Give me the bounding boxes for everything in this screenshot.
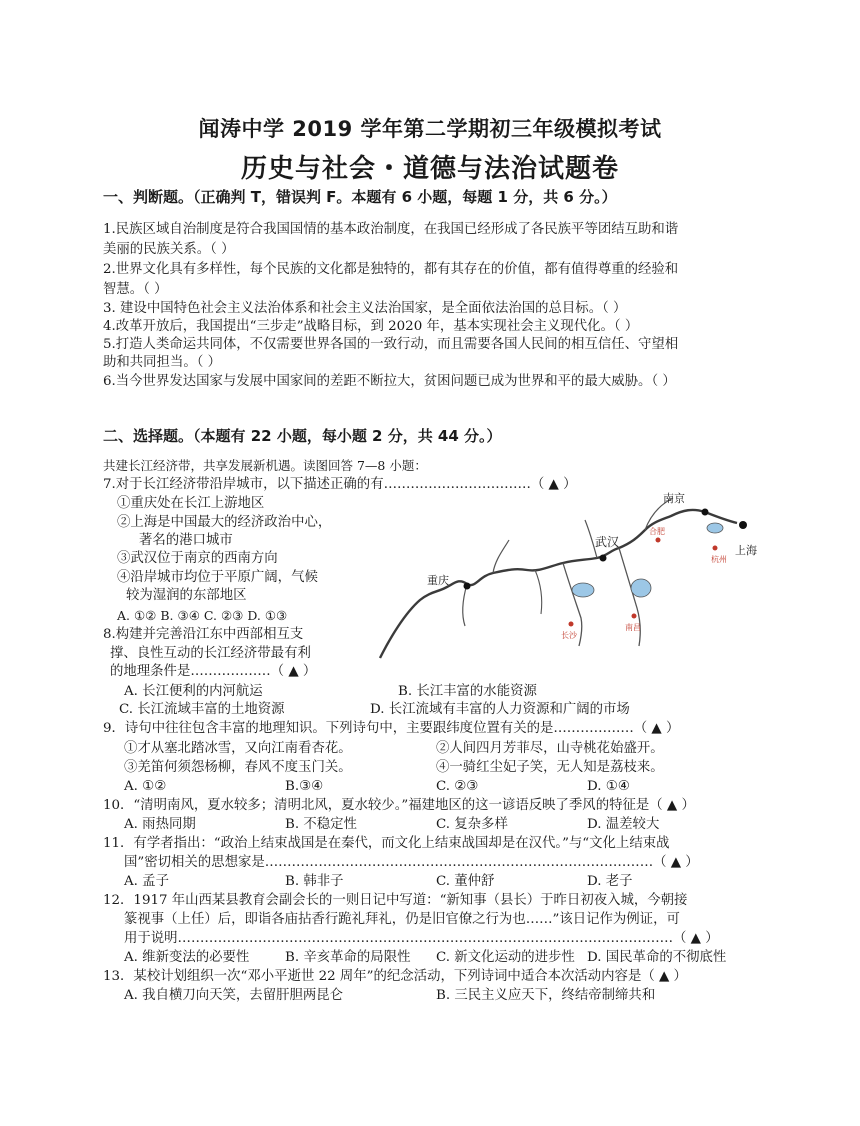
q12-stem-line2: 篆视事（上任）后，即诣各庙拈香行跪礼拜礼，仍是旧官僚之行为也……”该日记作为例证，可 xyxy=(124,912,680,927)
map-label-changsha: 长沙 xyxy=(561,631,577,640)
q11-option-c: C. 董仲舒 xyxy=(436,874,495,889)
map-label-hefei: 合肥 xyxy=(649,527,665,536)
wuhan-marker xyxy=(600,555,607,562)
nanjing-marker xyxy=(702,509,709,516)
q8-option-c: C. 长江流域丰富的土地资源 xyxy=(119,702,285,717)
map-label-nanchang: 南昌 xyxy=(625,623,641,632)
q8-stem-line3: 的地理条件是………………（ ▲ ） xyxy=(110,664,317,679)
q7-choices: A. ①② B. ③④ C. ②③ D. ①③ xyxy=(117,608,288,623)
q2-line1: 2.世界文化具有多样性，每个民族的文化都是独特的，都有其存在的价值，都有值得尊重的经验和 xyxy=(103,262,679,277)
q9-line3: ③羌笛何须怨杨柳，春风不度玉门关。 xyxy=(124,760,352,775)
q10-option-a: A. 雨热同期 xyxy=(124,817,196,832)
q11-option-d: D. 老子 xyxy=(587,874,633,889)
poyang-lake xyxy=(631,579,651,597)
q12-stem-line1: 12．1917 年山西某县教育会副会长的一则日记中写道：“新知事（县长）于昨日初夜入城，今朝接 xyxy=(103,893,688,908)
q7-option4-line2: 较为湿润的东部地区 xyxy=(126,588,247,603)
q9-option-a: A. ①② xyxy=(124,779,167,794)
map-label-nanjing: 南京 xyxy=(663,492,685,505)
q9-option-d: D. ①④ xyxy=(587,779,630,794)
q7-stem: 7.对于长江经济带沿岸城市，以下描述正确的有……………………………（ ▲ ） xyxy=(103,477,577,492)
hefei-marker xyxy=(656,538,661,543)
q13-option-a: A. 我自横刀向天笑，去留肝胆两昆仑 xyxy=(124,988,344,1003)
changsha-marker xyxy=(569,622,574,627)
section2-heading: 二、选择题。（本题有 22 小题，每小题 2 分，共 44 分。） xyxy=(103,427,502,445)
q5-line2: 助和共同担当。（ ） xyxy=(103,355,222,370)
q10-stem: 10．“清明南风，夏水较多；清明北风，夏水较少。”福建地区的这一谚语反映了季风的特征是（ ▲ ） xyxy=(103,798,695,813)
section1-heading: 一、判断题。（正确判 T，错误判 F。本题有 6 小题，每题 1 分，共 6 分。） xyxy=(103,188,617,206)
q9-line4: ④一骑红尘妃子笑，无人知是荔枝来。 xyxy=(436,760,664,775)
q2-line2: 智慧。（ ） xyxy=(103,282,168,297)
q10-option-c: C. 复杂多样 xyxy=(436,817,508,832)
map-intro: 共建长江经济带，共享发展新机遇。读图回答 7—8 小题： xyxy=(103,458,427,473)
q10-option-d: D. 温差较大 xyxy=(587,817,660,832)
q8-stem-line2: 撑、良性互动的长江经济带最有利 xyxy=(110,646,311,661)
q11-option-a: A. 孟子 xyxy=(124,874,169,889)
q8-stem-line1: 8.构建并完善沿江东中西部相互支 xyxy=(103,627,304,642)
exam-subtitle: 历史与社会・道德与法治试题卷 xyxy=(240,154,619,184)
q9-line2: ②人间四月芳菲尽，山寺桃花始盛开。 xyxy=(436,741,664,756)
yangtze-river-map xyxy=(375,488,765,664)
q9-line1: ①才从塞北踏冰雪，又向江南看杏花。 xyxy=(124,741,352,756)
q12-stem-line3: 用于说明…………………………………………………………………………………………………（ ▲ ） xyxy=(124,931,719,946)
q7-option4-line1: ④沿岸城市均位于平原广阔，气候 xyxy=(117,570,318,585)
q11-option-b: B. 韩非子 xyxy=(285,874,344,889)
q10-option-b: B. 不稳定性 xyxy=(285,817,357,832)
q1-line1: 1.民族区域自治制度是符合我国国情的基本政治制度，在我国已经形成了各民族平等团结互助和谐 xyxy=(103,222,679,237)
q5-line1: 5.打造人类命运共同体，不仅需要世界各国的一致行动，而且需要各国人民间的相互信任、守望相 xyxy=(103,337,679,352)
q3-line: 3. 建设中国特色社会主义法治体系和社会主义法治国家，是全面依法治国的总目标。（ ） xyxy=(103,301,627,316)
q11-stem-line2: 国”密切相关的思想家是……………………………………………………………………………（ ▲ ） xyxy=(124,855,699,870)
q12-option-d: D. 国民革命的不彻底性 xyxy=(587,950,727,965)
q9-option-b: B.③④ xyxy=(285,779,324,794)
q4-line: 4.改革开放后，我国提出“三步走”战略目标，到 2020 年，基本实现社会主义现代化。（ ） xyxy=(103,319,639,334)
q7-option3: ③武汉位于南京的西南方向 xyxy=(117,551,278,566)
map-label-chongqing: 重庆 xyxy=(427,574,449,587)
q8-option-d: D. 长江流域有丰富的人力资源和广阔的市场 xyxy=(370,702,630,717)
shanghai-marker xyxy=(739,521,747,529)
exam-title: 闻涛中学 2019 学年第二学期初三年级模拟考试 xyxy=(198,117,662,141)
map-label-wuhan: 武汉 xyxy=(595,535,620,549)
q7-option2-line2: 著名的港口城市 xyxy=(139,533,233,548)
q12-option-c: C. 新文化运动的进步性 xyxy=(436,950,575,965)
map-cities xyxy=(464,509,748,627)
chongqing-marker xyxy=(464,583,471,590)
nanchang-marker xyxy=(632,614,637,619)
hangzhou-marker xyxy=(713,546,718,551)
taihu-lake xyxy=(707,523,723,533)
q7-option1: ①重庆处在长江上游地区 xyxy=(117,496,265,511)
q9-option-c: C. ②③ xyxy=(436,779,479,794)
q13-stem: 13．某校计划组织一次“邓小平逝世 22 周年”的纪念活动，下列诗词中适合本次活动内容是（ ▲ ） xyxy=(103,969,687,984)
q8-option-b: B. 长江丰富的水能资源 xyxy=(398,684,537,699)
q13-option-b: B. 三民主义应天下，终结帝制缔共和 xyxy=(436,988,656,1003)
q8-option-a: A. 长江便利的内河航运 xyxy=(124,684,263,699)
q12-option-b: B. 辛亥革命的局限性 xyxy=(285,950,411,965)
q12-option-a: A. 维新变法的必要性 xyxy=(124,950,250,965)
q11-stem-line1: 11．有学者指出：“政治上结束战国是在秦代，而文化上结束战国却是在汉代。”与“文化上结束战 xyxy=(103,836,670,851)
q9-stem: 9．诗句中往往包含丰富的地理知识。下列诗句中，主要跟纬度位置有关的是………………（ ▲ ） xyxy=(103,721,680,736)
q7-option2-line1: ②上海是中国最大的经济政治中心， xyxy=(117,515,332,530)
map-label-hangzhou: 杭州 xyxy=(711,555,727,564)
q6-line: 6.当今世界发达国家与发展中国家间的差距不断拉大，贫困问题已成为世界和平的最大威胁。（ ） xyxy=(103,374,676,389)
q1-line2: 美丽的民族关系。（ ） xyxy=(103,242,235,257)
dongting-lake xyxy=(572,583,594,597)
map-label-shanghai: 上海 xyxy=(735,544,757,557)
